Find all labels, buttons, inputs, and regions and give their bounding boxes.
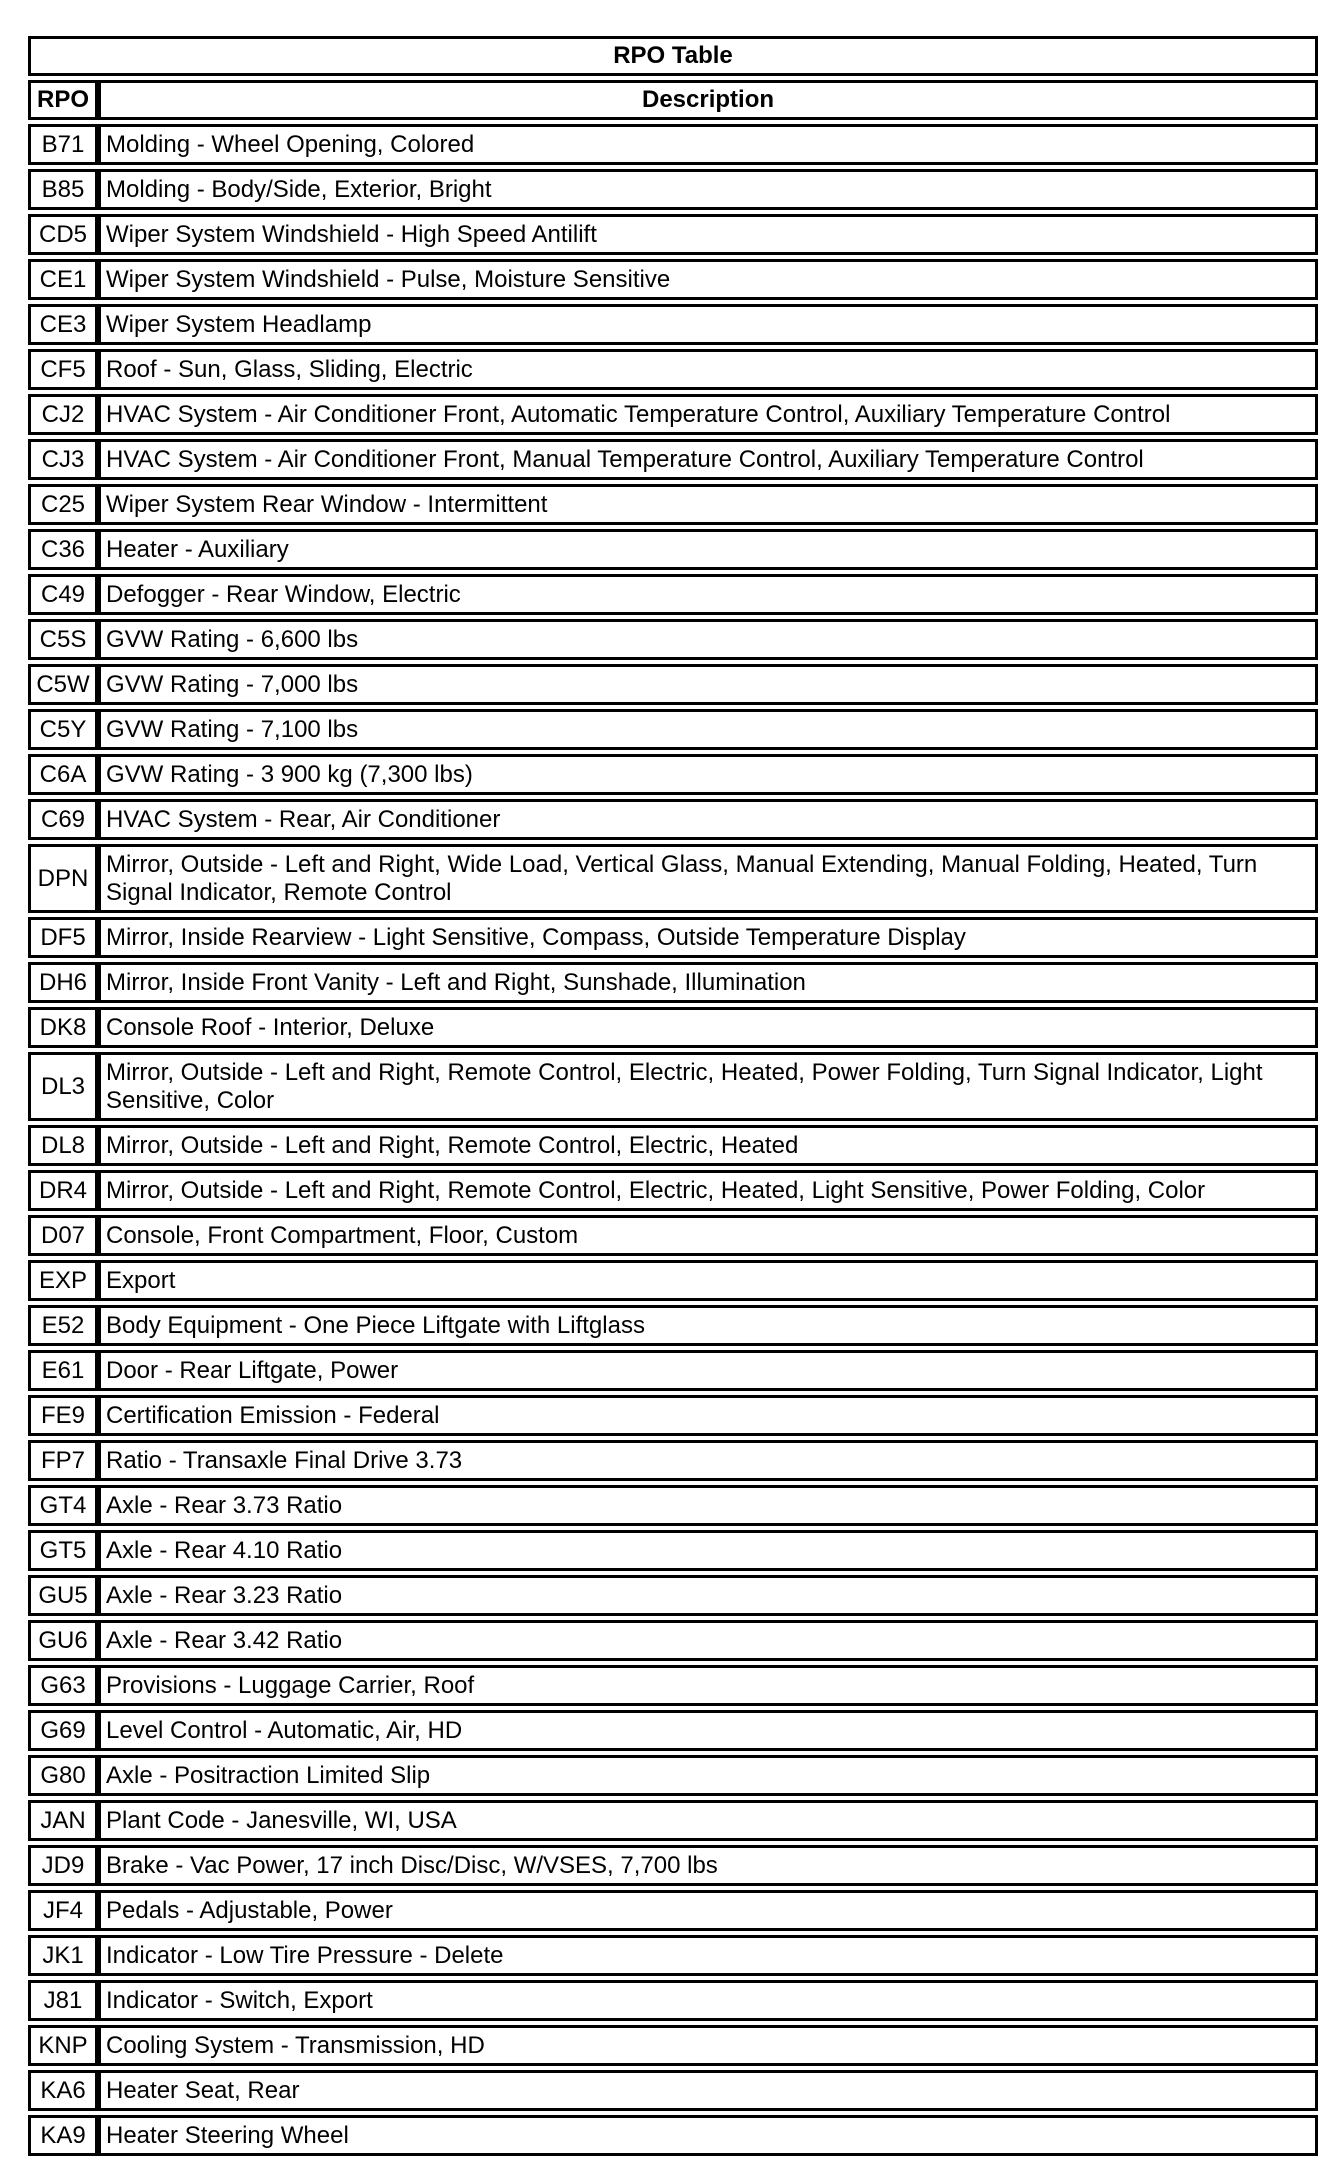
table-row	[28, 484, 1318, 525]
table-row	[28, 1755, 1318, 1796]
rpo-description-cell: Axle - Rear 3.23 Ratio	[98, 1575, 1318, 1616]
rpo-description-cell: Mirror, Outside - Left and Right, Wide Load, Vertical Glass, Manual Extending, Manual Folding, Heated, Turn Signal Indicator, Remote Control	[98, 844, 1318, 913]
rpo-description-cell: Axle - Positraction Limited Slip	[98, 1755, 1318, 1796]
rpo-table	[28, 32, 1318, 2160]
rpo-description-cell: Cooling System - Transmission, HD	[98, 2025, 1318, 2066]
rpo-code-cell: G69	[28, 1710, 98, 1751]
rpo-description-cell: Roof - Sun, Glass, Sliding, Electric	[98, 349, 1318, 390]
rpo-description-cell: Pedals - Adjustable, Power	[98, 1890, 1318, 1931]
table-row	[28, 169, 1318, 210]
table-row	[28, 529, 1318, 570]
table-header-row	[28, 80, 1318, 120]
rpo-description-cell: Ratio - Transaxle Final Drive 3.73	[98, 1440, 1318, 1481]
table-row	[28, 1350, 1318, 1391]
table-row	[28, 1052, 1318, 1121]
rpo-code-cell: JK1	[28, 1935, 98, 1976]
table-row	[28, 962, 1318, 1003]
rpo-description-cell: Heater Steering Wheel	[98, 2115, 1318, 2156]
table-row	[28, 664, 1318, 705]
table-row	[28, 619, 1318, 660]
rpo-description-cell: Body Equipment - One Piece Liftgate with Liftglass	[98, 1305, 1318, 1346]
table-row	[28, 1575, 1318, 1616]
table-title-row	[28, 36, 1318, 76]
rpo-code-cell: C36	[28, 529, 98, 570]
table-row	[28, 349, 1318, 390]
rpo-code-cell: FE9	[28, 1395, 98, 1436]
table-row	[28, 1845, 1318, 1886]
rpo-code-cell: E52	[28, 1305, 98, 1346]
rpo-code-cell: JAN	[28, 1800, 98, 1841]
table-row	[28, 1800, 1318, 1841]
table-row	[28, 1935, 1318, 1976]
rpo-code-cell: DL3	[28, 1052, 98, 1121]
table-row	[28, 917, 1318, 958]
rpo-code-cell: GT4	[28, 1485, 98, 1526]
rpo-code-cell: KA6	[28, 2070, 98, 2111]
rpo-description-cell: Wiper System Headlamp	[98, 304, 1318, 345]
table-row	[28, 1125, 1318, 1166]
rpo-description-cell: HVAC System - Air Conditioner Front, Manual Temperature Control, Auxiliary Temperature Control	[98, 439, 1318, 480]
rpo-code-cell: JF4	[28, 1890, 98, 1931]
rpo-description-cell: HVAC System - Air Conditioner Front, Automatic Temperature Control, Auxiliary Temperature Control	[98, 394, 1318, 435]
rpo-description-cell: Mirror, Outside - Left and Right, Remote Control, Electric, Heated, Power Folding, Turn Signal Indicator, Light Sensitive, Color	[98, 1052, 1318, 1121]
table-row	[28, 2070, 1318, 2111]
table-row	[28, 1215, 1318, 1256]
table-row	[28, 124, 1318, 165]
rpo-code-cell: DPN	[28, 844, 98, 913]
rpo-code-cell: C5W	[28, 664, 98, 705]
rpo-description-cell: Axle - Rear 3.42 Ratio	[98, 1620, 1318, 1661]
table-row	[28, 844, 1318, 913]
table-row	[28, 1710, 1318, 1751]
rpo-description-cell: GVW Rating - 6,600 lbs	[98, 619, 1318, 660]
rpo-description-cell: Wiper System Windshield - High Speed Antilift	[98, 214, 1318, 255]
rpo-code-cell: CJ3	[28, 439, 98, 480]
rpo-code-cell: DH6	[28, 962, 98, 1003]
rpo-code-cell: CF5	[28, 349, 98, 390]
rpo-code-cell: C25	[28, 484, 98, 525]
rpo-description-cell: HVAC System - Rear, Air Conditioner	[98, 799, 1318, 840]
table-row	[28, 2025, 1318, 2066]
table-row	[28, 1980, 1318, 2021]
rpo-code-cell: FP7	[28, 1440, 98, 1481]
rpo-code-cell: KA9	[28, 2115, 98, 2156]
table-row	[28, 1395, 1318, 1436]
table-row	[28, 259, 1318, 300]
rpo-description-cell: Defogger - Rear Window, Electric	[98, 574, 1318, 615]
rpo-description-cell: GVW Rating - 7,100 lbs	[98, 709, 1318, 750]
rpo-description-cell: Certification Emission - Federal	[98, 1395, 1318, 1436]
table-row	[28, 1260, 1318, 1301]
table-row	[28, 2115, 1318, 2156]
rpo-code-cell: DK8	[28, 1007, 98, 1048]
table-row	[28, 1620, 1318, 1661]
rpo-code-cell: C5S	[28, 619, 98, 660]
rpo-code-cell: CE1	[28, 259, 98, 300]
rpo-description-cell: Mirror, Inside Front Vanity - Left and Right, Sunshade, Illumination	[98, 962, 1318, 1003]
rpo-description-cell: Axle - Rear 4.10 Ratio	[98, 1530, 1318, 1571]
rpo-code-cell: C6A	[28, 754, 98, 795]
rpo-description-cell: Door - Rear Liftgate, Power	[98, 1350, 1318, 1391]
rpo-description-cell: Mirror, Outside - Left and Right, Remote Control, Electric, Heated	[98, 1125, 1318, 1166]
rpo-code-cell: C69	[28, 799, 98, 840]
rpo-description-cell: Level Control - Automatic, Air, HD	[98, 1710, 1318, 1751]
table-row	[28, 1665, 1318, 1706]
table-row	[28, 1530, 1318, 1571]
rpo-description-cell: Export	[98, 1260, 1318, 1301]
rpo-code-cell: G63	[28, 1665, 98, 1706]
table-title: RPO Table	[28, 36, 1318, 76]
table-row	[28, 1170, 1318, 1211]
column-header-description: Description	[98, 80, 1318, 120]
rpo-description-cell: Provisions - Luggage Carrier, Roof	[98, 1665, 1318, 1706]
rpo-description-cell: Indicator - Low Tire Pressure - Delete	[98, 1935, 1318, 1976]
rpo-code-cell: DF5	[28, 917, 98, 958]
rpo-code-cell: GT5	[28, 1530, 98, 1571]
table-row	[28, 1440, 1318, 1481]
rpo-code-cell: DR4	[28, 1170, 98, 1211]
table-row	[28, 214, 1318, 255]
rpo-description-cell: Wiper System Rear Window - Intermittent	[98, 484, 1318, 525]
rpo-code-cell: C49	[28, 574, 98, 615]
rpo-code-cell: C5Y	[28, 709, 98, 750]
rpo-code-cell: B71	[28, 124, 98, 165]
rpo-description-cell: Molding - Body/Side, Exterior, Bright	[98, 169, 1318, 210]
rpo-code-cell: D07	[28, 1215, 98, 1256]
rpo-code-cell: GU6	[28, 1620, 98, 1661]
rpo-code-cell: CE3	[28, 304, 98, 345]
rpo-description-cell: Axle - Rear 3.73 Ratio	[98, 1485, 1318, 1526]
rpo-description-cell: GVW Rating - 3 900 kg (7,300 lbs)	[98, 754, 1318, 795]
table-row	[28, 394, 1318, 435]
table-body	[28, 124, 1318, 2156]
rpo-description-cell: Console, Front Compartment, Floor, Custom	[98, 1215, 1318, 1256]
rpo-description-cell: Console Roof - Interior, Deluxe	[98, 1007, 1318, 1048]
rpo-description-cell: Heater Seat, Rear	[98, 2070, 1318, 2111]
table-row	[28, 439, 1318, 480]
rpo-description-cell: Heater - Auxiliary	[98, 529, 1318, 570]
rpo-code-cell: KNP	[28, 2025, 98, 2066]
table-row	[28, 709, 1318, 750]
rpo-description-cell: Wiper System Windshield - Pulse, Moisture Sensitive	[98, 259, 1318, 300]
rpo-description-cell: GVW Rating - 7,000 lbs	[98, 664, 1318, 705]
rpo-code-cell: CJ2	[28, 394, 98, 435]
rpo-code-cell: E61	[28, 1350, 98, 1391]
rpo-code-cell: GU5	[28, 1575, 98, 1616]
rpo-code-cell: B85	[28, 169, 98, 210]
table-row	[28, 1305, 1318, 1346]
rpo-code-cell: CD5	[28, 214, 98, 255]
rpo-description-cell: Mirror, Inside Rearview - Light Sensitive, Compass, Outside Temperature Display	[98, 917, 1318, 958]
rpo-code-cell: JD9	[28, 1845, 98, 1886]
table-row	[28, 1485, 1318, 1526]
table-row	[28, 754, 1318, 795]
rpo-code-cell: DL8	[28, 1125, 98, 1166]
table-row	[28, 304, 1318, 345]
rpo-description-cell: Brake - Vac Power, 17 inch Disc/Disc, W/VSES, 7,700 lbs	[98, 1845, 1318, 1886]
column-header-rpo: RPO	[28, 80, 98, 120]
rpo-description-cell: Indicator - Switch, Export	[98, 1980, 1318, 2021]
table-row	[28, 1007, 1318, 1048]
rpo-code-cell: G80	[28, 1755, 98, 1796]
table-row	[28, 1890, 1318, 1931]
table-row	[28, 799, 1318, 840]
rpo-description-cell: Plant Code - Janesville, WI, USA	[98, 1800, 1318, 1841]
rpo-code-cell: EXP	[28, 1260, 98, 1301]
table-row	[28, 574, 1318, 615]
rpo-description-cell: Molding - Wheel Opening, Colored	[98, 124, 1318, 165]
rpo-code-cell: J81	[28, 1980, 98, 2021]
rpo-description-cell: Mirror, Outside - Left and Right, Remote Control, Electric, Heated, Light Sensitive, Power Folding, Color	[98, 1170, 1318, 1211]
